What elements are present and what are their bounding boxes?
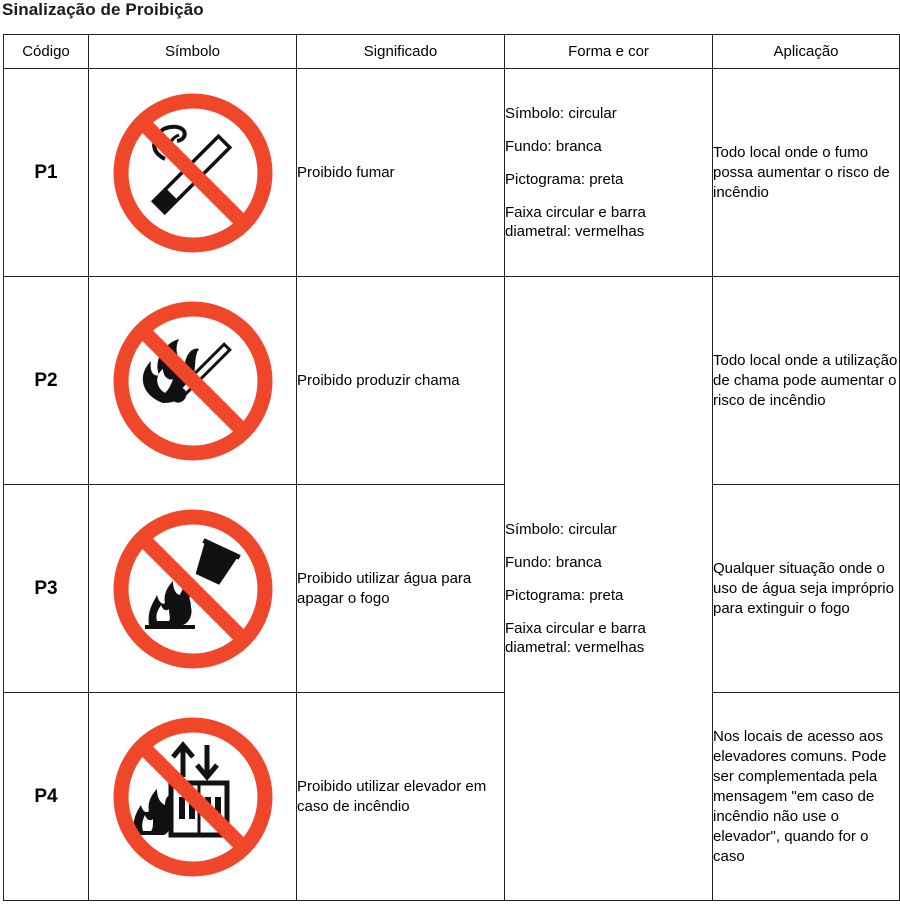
sign-code: P4 bbox=[4, 693, 89, 901]
table-header-row bbox=[4, 35, 900, 69]
sign-application: Qualquer situação onde o uso de água seja impróprio para extinguir o fogo bbox=[713, 485, 900, 693]
sign-application: Todo local onde a utilização de chama pode aumentar o risco de incêndio bbox=[713, 277, 900, 485]
form-line: Símbolo: circular bbox=[505, 521, 617, 538]
header-form-color: Forma e cor bbox=[505, 35, 713, 69]
no-elevator-in-fire-icon bbox=[109, 713, 277, 881]
form-line: Pictograma: preta bbox=[505, 587, 624, 604]
header-meaning: Significado bbox=[297, 35, 505, 69]
form-line: Faixa circular e barra diametral: vermelhas bbox=[505, 204, 646, 240]
table-row bbox=[4, 277, 900, 485]
sign-meaning: Proibido utilizar água para apagar o fogo bbox=[297, 485, 505, 693]
form-line: Faixa circular e barra diametral: vermelhas bbox=[505, 620, 646, 656]
sign-meaning: Proibido fumar bbox=[297, 69, 505, 277]
header-symbol: Símbolo bbox=[89, 35, 297, 69]
no-open-flame-icon bbox=[109, 297, 277, 465]
sign-symbol bbox=[89, 69, 297, 277]
sign-symbol bbox=[89, 277, 297, 485]
sign-symbol bbox=[89, 693, 297, 901]
form-line: Pictograma: preta bbox=[505, 171, 624, 188]
form-line: Fundo: branca bbox=[505, 138, 602, 155]
form-line: Símbolo: circular bbox=[505, 105, 617, 122]
sign-code: P1 bbox=[4, 69, 89, 277]
header-application: Aplicação bbox=[713, 35, 900, 69]
no-water-extinguishing-icon bbox=[109, 505, 277, 673]
header-code: Código bbox=[4, 35, 89, 69]
sign-meaning: Proibido utilizar elevador em caso de incêndio bbox=[297, 693, 505, 901]
page-title: Sinalização de Proibição bbox=[2, 0, 204, 19]
sign-application: Todo local onde o fumo possa aumentar o risco de incêndio bbox=[713, 69, 900, 277]
sign-code: P3 bbox=[4, 485, 89, 693]
table-row bbox=[4, 485, 900, 693]
sign-symbol bbox=[89, 485, 297, 693]
prohibition-signs-table bbox=[3, 34, 900, 901]
sign-code: P2 bbox=[4, 277, 89, 485]
form-color-cell bbox=[505, 69, 713, 277]
form-color-cell bbox=[505, 277, 713, 901]
no-smoking-icon bbox=[109, 89, 277, 257]
sign-application: Nos locais de acesso aos elevadores comuns. Pode ser complementada pela mensagem "em caso de incêndio não use o elevador", quando for o caso bbox=[713, 693, 900, 901]
form-line: Fundo: branca bbox=[505, 554, 602, 571]
table-row bbox=[4, 69, 900, 277]
table-row bbox=[4, 693, 900, 901]
sign-meaning: Proibido produzir chama bbox=[297, 277, 505, 485]
